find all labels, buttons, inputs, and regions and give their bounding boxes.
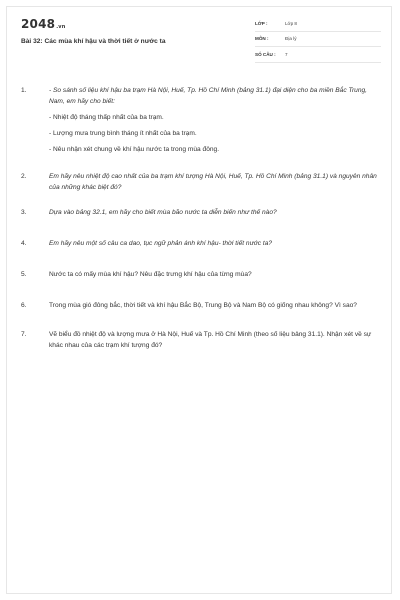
question-item bbox=[21, 85, 383, 155]
question-item bbox=[21, 238, 383, 249]
meta-row-class bbox=[255, 16, 381, 32]
meta-label: MÔN : bbox=[255, 36, 269, 42]
question-item bbox=[21, 329, 383, 351]
meta-value: Địa lý bbox=[285, 36, 297, 42]
question-number: 7. bbox=[21, 331, 27, 338]
question-text: - So sánh số liệu khí hậu ba trạm Hà Nội, Huế, Tp. Hồ Chí Minh (bảng 31.1) đại diện cho ba miền Bắc Trung, Nam, em hãy cho biết: bbox=[49, 87, 368, 105]
question-text: Em hãy nêu nhiệt độ cao nhất của ba trạm khí tượng Hà Nội, Huế, Tp. Hồ Chí Minh (bảng 31.1) và nguyên nhân của những khác biệt đó? bbox=[49, 173, 377, 191]
question-text: Em hãy nêu một số câu ca dao, tục ngữ phản ánh khí hậu- thời tiết nước ta? bbox=[49, 240, 273, 247]
question-number: 6. bbox=[21, 302, 27, 309]
worksheet-header bbox=[7, 7, 391, 75]
question-number: 4. bbox=[21, 240, 27, 247]
meta-value: 7 bbox=[285, 51, 288, 57]
worksheet-page bbox=[6, 6, 392, 594]
site-logo[interactable] bbox=[21, 17, 66, 31]
question-subitem: - Lượng mưa trung bình tháng ít nhất của ba trạm. bbox=[49, 130, 197, 137]
question-list bbox=[21, 85, 383, 351]
question-item bbox=[21, 300, 383, 311]
question-text: Nước ta có mấy mùa khí hậu? Nêu đặc trưng khí hậu của từng mùa? bbox=[49, 271, 252, 278]
question-number: 2. bbox=[21, 173, 27, 180]
question-number: 3. bbox=[21, 209, 27, 216]
meta-value: Lớp 8 bbox=[285, 20, 297, 26]
question-text: Vẽ biểu đồ nhiệt độ và lượng mưa ở Hà Nội, Huế và Tp. Hồ Chí Minh (theo số liệu bảng 31.1). Nhận xét về sự khác nhau của các trạm khí tượng đó? bbox=[49, 331, 372, 349]
question-number: 1. bbox=[21, 87, 27, 94]
logo-text: 2048 bbox=[21, 17, 56, 31]
meta-row-subject bbox=[255, 32, 381, 48]
meta-label: SỐ CÂU : bbox=[255, 51, 276, 57]
question-text: Dựa vào bảng 32.1, em hãy cho biết mùa bão nước ta diễn biến như thế nào? bbox=[49, 209, 277, 216]
meta-table bbox=[255, 16, 381, 63]
question-subitem: - Nhiệt độ tháng thấp nhất của ba trạm. bbox=[49, 114, 164, 121]
question-item bbox=[21, 207, 383, 218]
question-item bbox=[21, 171, 383, 193]
question-text: Trong mùa gió đông bắc, thời tiết và khí hậu Bắc Bộ, Trung Bộ và Nam Bộ có giống nhau không? Vì sao? bbox=[49, 302, 357, 309]
question-subitem: - Nêu nhận xét chung về khí hậu nước ta trong mùa đông. bbox=[49, 146, 220, 153]
question-number: 5. bbox=[21, 271, 27, 278]
question-item bbox=[21, 269, 383, 280]
lesson-title: Bài 32: Các mùa khí hậu và thời tiết ở nước ta bbox=[21, 38, 166, 45]
meta-row-question-count bbox=[255, 47, 381, 63]
logo-tld: .vn bbox=[56, 24, 66, 30]
meta-label: LỚP : bbox=[255, 20, 268, 26]
